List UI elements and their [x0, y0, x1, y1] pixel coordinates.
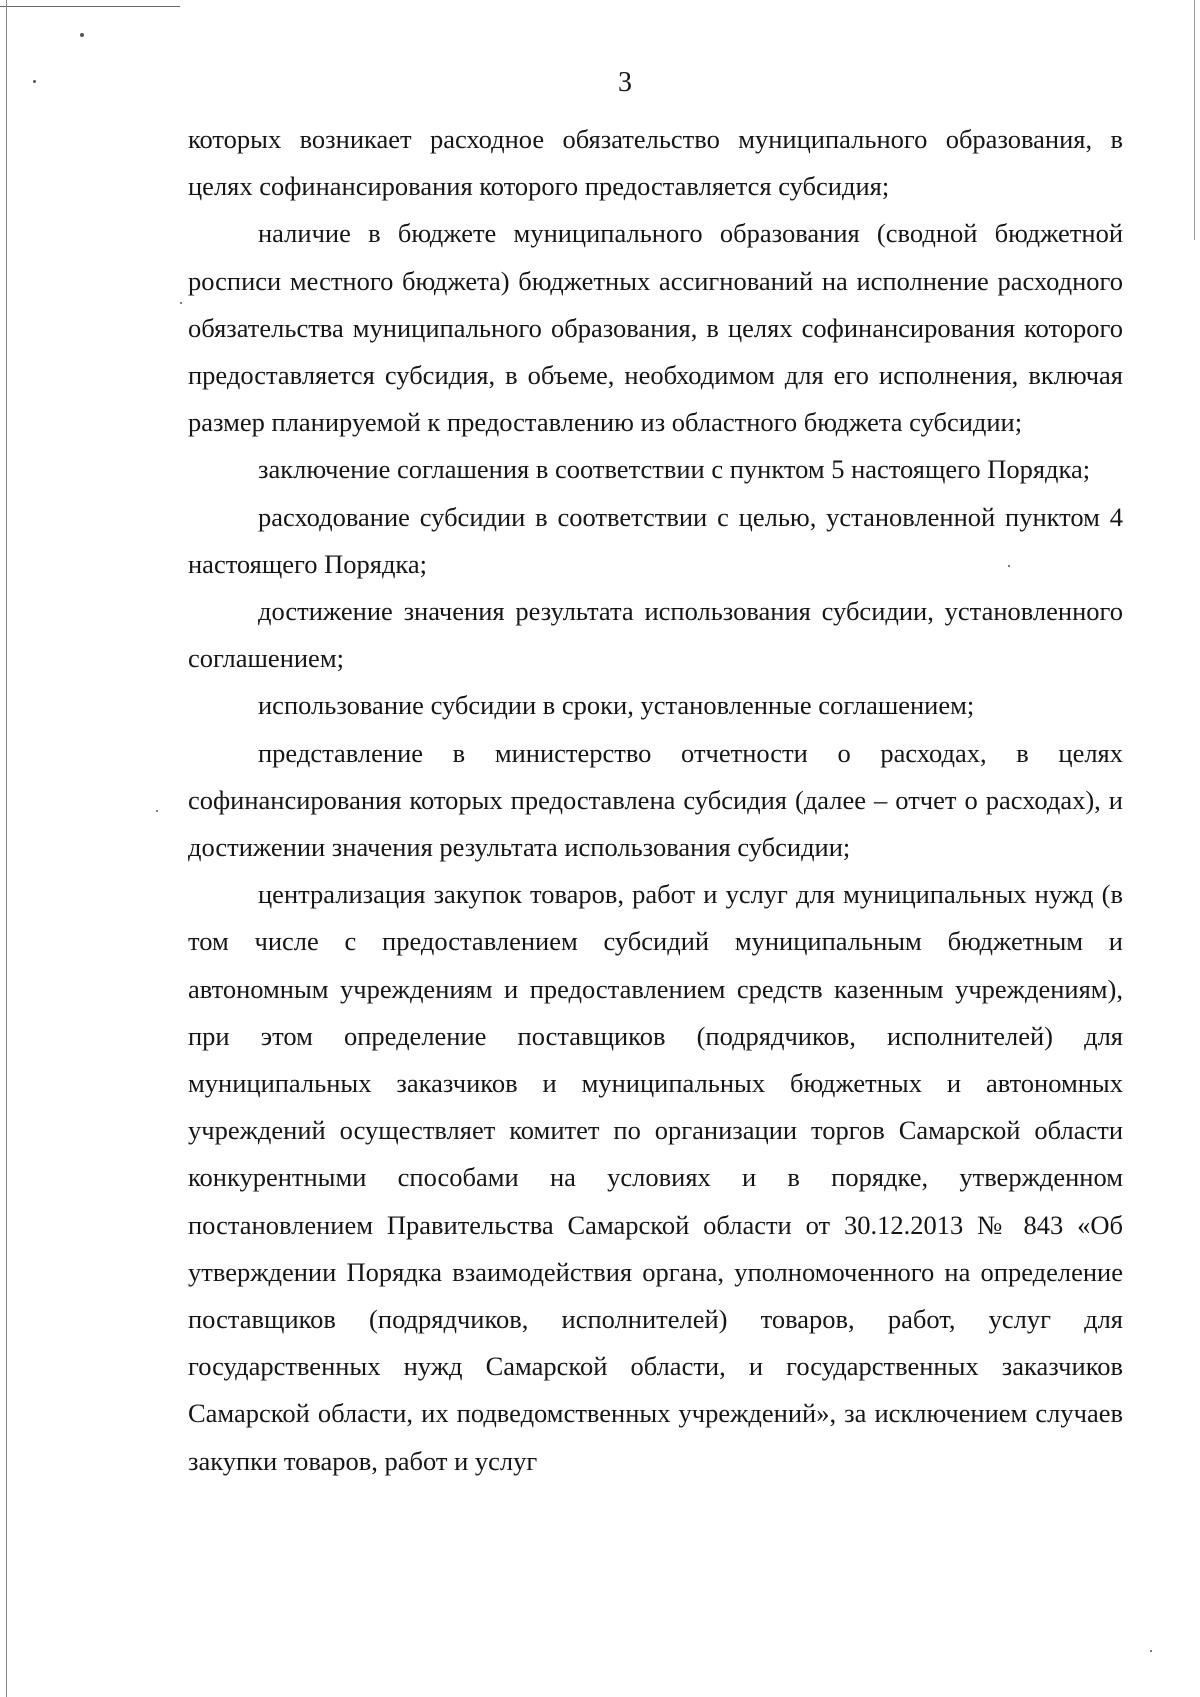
scan-speck [80, 33, 84, 37]
paragraph: которых возникает расходное обязательство муниципального образования, в целях софинансирования которого предоставляется субсидия; [188, 124, 1123, 202]
scan-speck [1150, 1650, 1152, 1652]
paragraph: расходование субсидии в соответствии с целью, установленной пунктом 4 настоящего Порядка; [188, 501, 1123, 579]
paragraph: заключение соглашения в соответствии с пунктом 5 настоящего Порядка; [258, 454, 1091, 485]
document-body [188, 116, 1123, 1485]
scan-speck [156, 810, 158, 812]
paragraph: централизация закупок товаров, работ и услуг для муниципальных нужд (в том числе с предоставлением субсидий муниципальным бюджетным и автономным учреждениям и предоставлением средств казенным учреждениям), при этом определение поставщиков (подрядчиков, исполнителей) для муниципальных заказчиков и муниципальных бюджетных и автономных учреждений осуществляет комитет по организации торгов Самарской области конкурентными способами на условиях и в порядке, утвержденном постановлением Правительства Самарской области от 30.12.2013 № 843 «Об утверждении Порядка взаимодействия органа, уполномоченного на определение поставщиков (подрядчиков, исполнителей) товаров, работ, услуг для государственных нужд Самарской области, и государственных заказчиков Самарской области, их подведомственных учреждений», за исключением случаев закупки товаров, работ и услуг [188, 879, 1123, 1476]
page-number: 3 [618, 67, 632, 98]
scan-edge-right [1194, 0, 1195, 240]
paragraph: достижение значения результата использования субсидии, установленного соглашением; [188, 596, 1123, 674]
paragraph: наличие в бюджете муниципального образования (сводной бюджетной росписи местного бюджета) бюджетных ассигнований на исполнение расходного обязательства муниципального образования, в целях софинансирования которого предоставляется субсидия, в объеме, необходимом для его исполнения, включая размер планируемой к предоставлению из областного бюджета субсидии; [188, 218, 1123, 438]
paragraph: использование субсидии в сроки, установленные соглашением; [258, 690, 975, 721]
scan-speck [180, 302, 182, 304]
paragraph: представление в министерство отчетности о расходах, в целях софинансирования которых предоставлена субсидия (далее – отчет о расходах), и достижении значения результата использования субсидии; [188, 737, 1123, 863]
scan-edge-top [0, 6, 180, 7]
scan-edge-left [6, 0, 7, 1697]
